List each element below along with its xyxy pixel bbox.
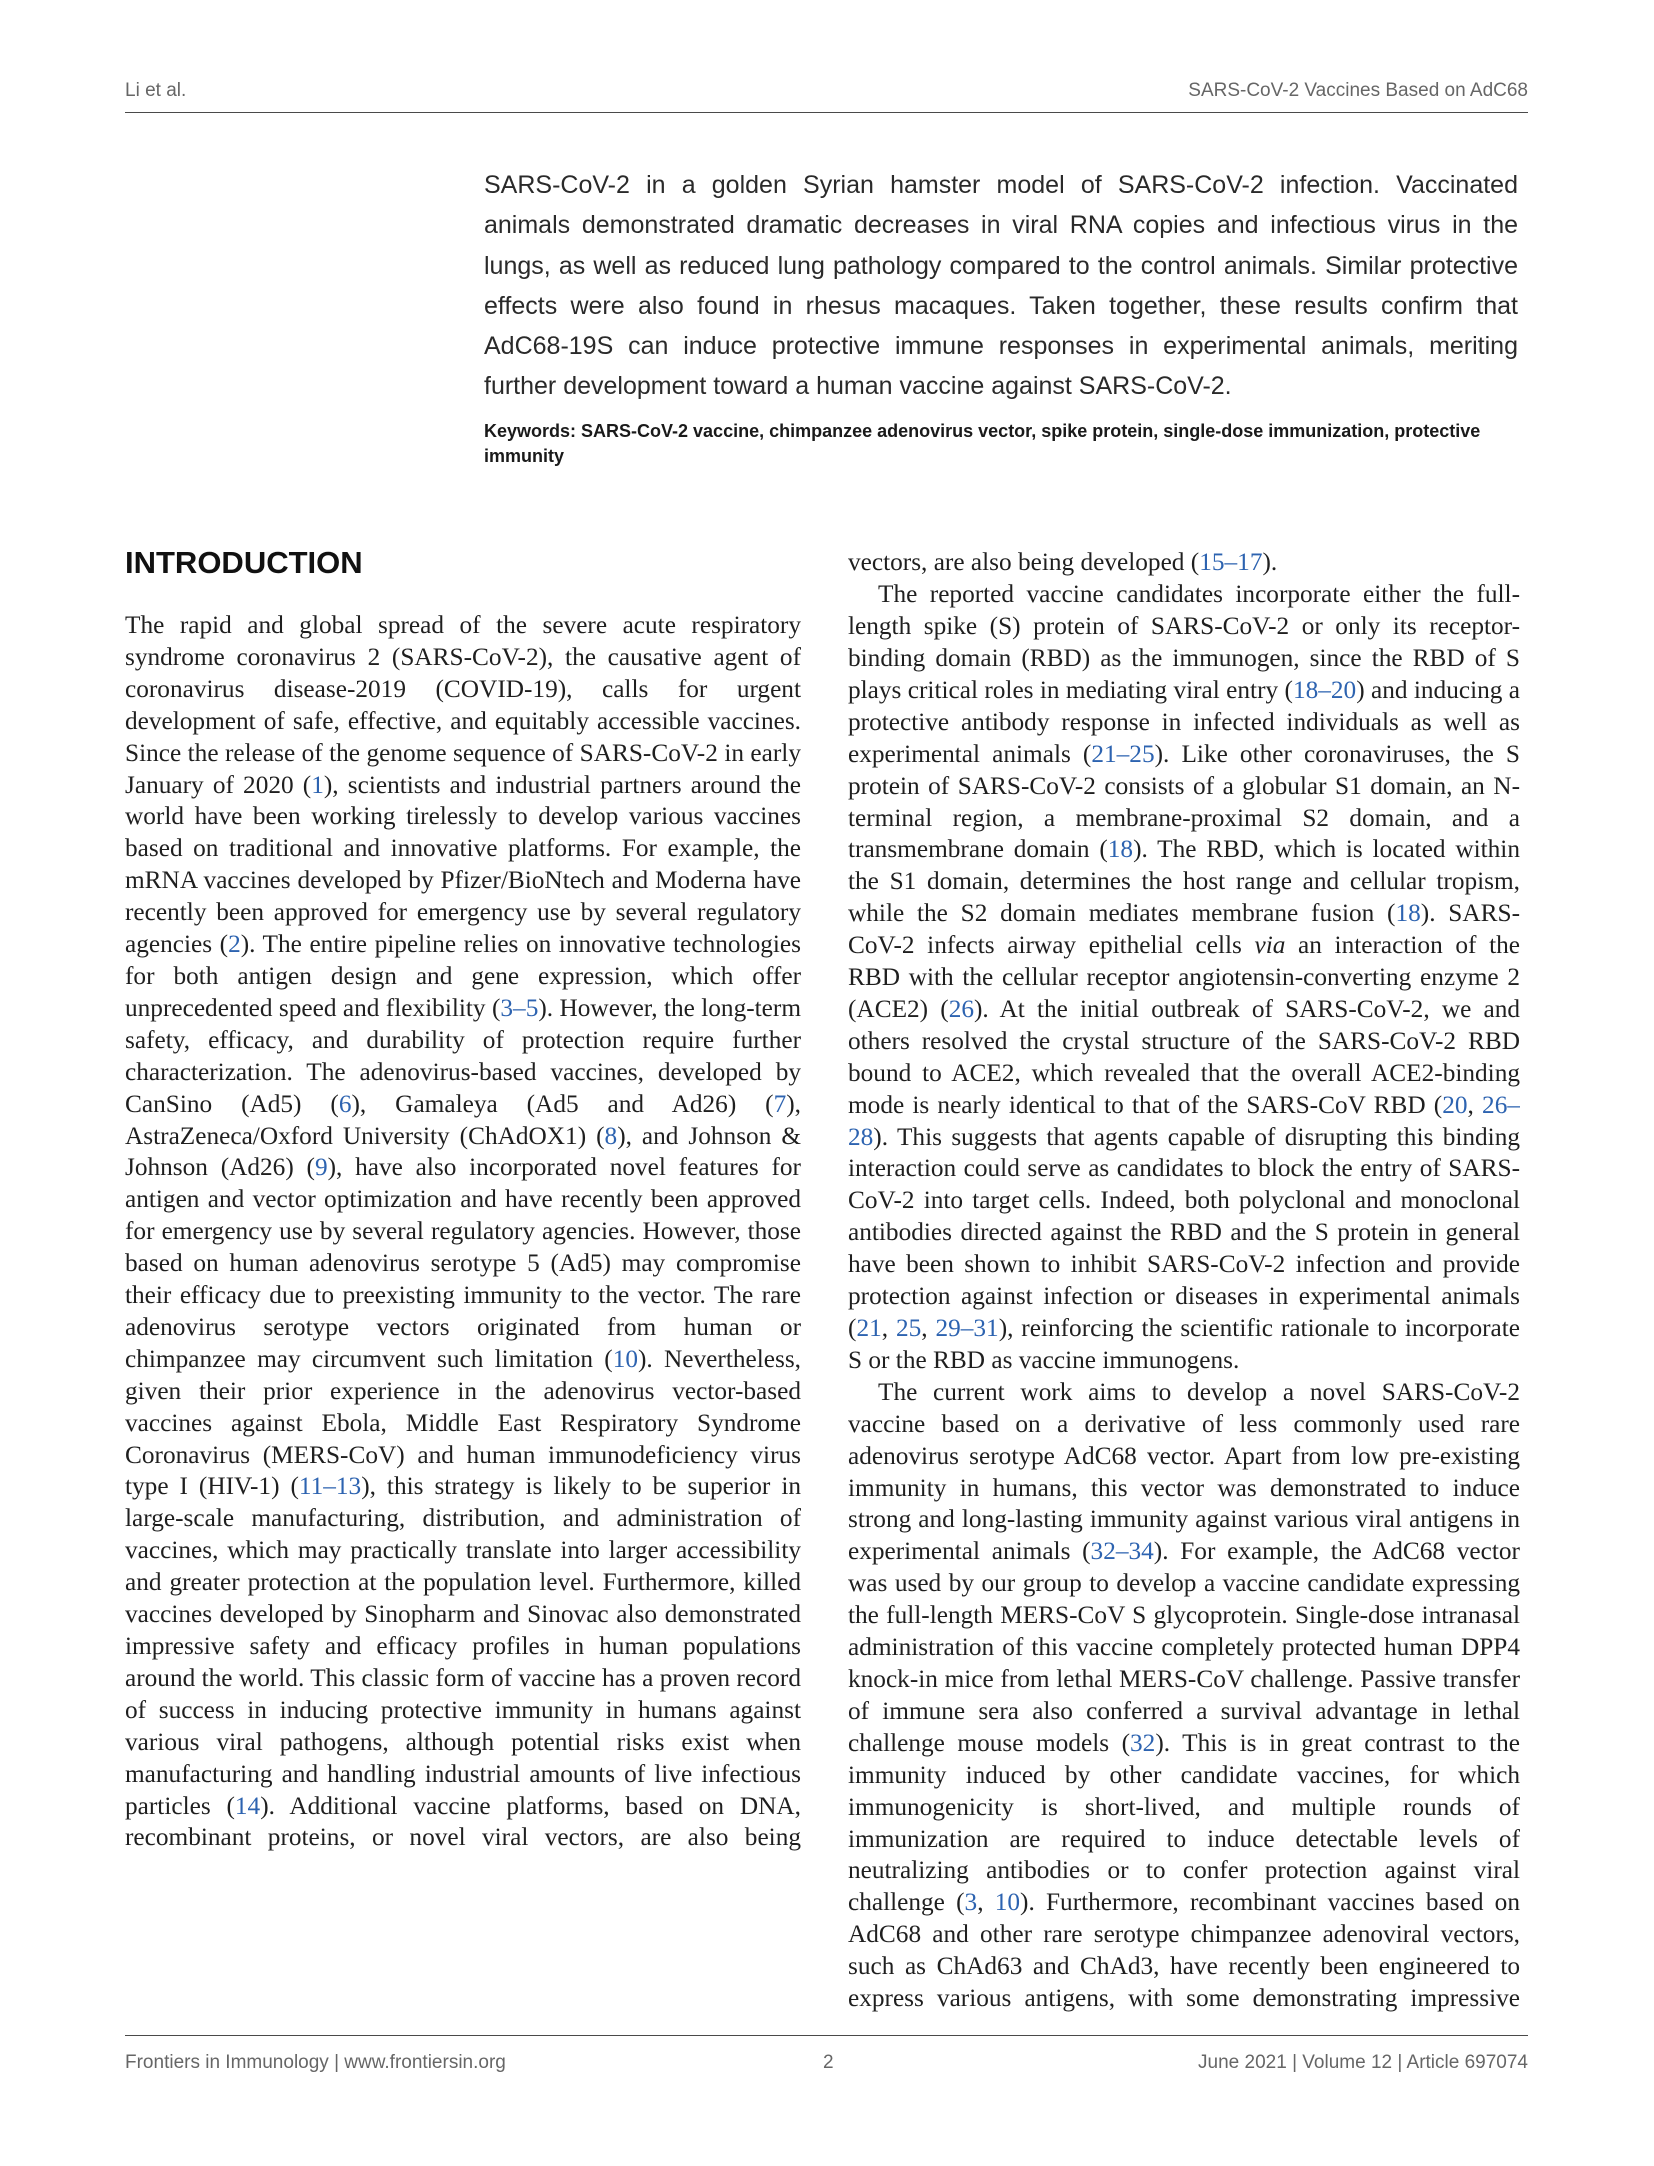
citation-link[interactable]: 25 <box>895 1314 922 1342</box>
body-column-left <box>125 610 801 1854</box>
column-flow <box>848 547 1520 2014</box>
citation-link[interactable]: 32 <box>1130 1728 1156 1757</box>
citation-link[interactable]: 29–31 <box>935 1314 999 1342</box>
citation-link[interactable]: 20 <box>1442 1090 1468 1119</box>
italic-text: via <box>1254 931 1286 960</box>
citation-link[interactable]: 2 <box>228 930 241 959</box>
paragraph: The reported vaccine candidates incorporate either the full-length spike (S) protein of SARS-CoV-2 or only its receptor-binding domain (RBD) as the immunogen, since the RBD of S plays critical roles in mediating viral entry (18–20) and inducing a protective antibody response in infected individuals as well as experimental animals (21–25). Like other coronaviruses, the S protein of SARS-CoV-2 consists of a globular S1 domain, an N-terminal region, a membrane-proximal S2 domain, and a transmembrane domain (18). The RBD, which is located within the S1 domain, determines the host range and cellular tropism, while the S2 domain mediates membrane fusion (18). SARS-CoV-2 infects airway epithelial cells via an interaction of the RBD with the cellular receptor angiotensin-converting enzyme 2 (ACE2) (26). At the initial outbreak of SARS-CoV-2, we and others resolved the crystal structure of the SARS-CoV-2 RBD bound to ACE2, which revealed that the overall ACE2-binding mode is nearly identical to that of the SARS-CoV RBD (20, 26–28). This suggests that agents capable of disrupting this binding interaction could serve as candidates to block the entry of SARS-CoV-2 into target cells. Indeed, both polyclonal and monoclonal antibodies directed against the RBD and the S protein in general have been shown to inhibit SARS-CoV-2 infection and provide protection against infection or diseases in experimental animals (21, 25, 29–31), reinforcing the scientific rationale to incorporate S or the RBD as vaccine immunogens. <box>848 580 1520 1374</box>
citation-link[interactable]: 14 <box>234 1791 261 1820</box>
citation-link[interactable]: 6 <box>338 1089 352 1118</box>
column-flow <box>125 610 801 1854</box>
citation-link[interactable]: 26 <box>948 994 974 1023</box>
paragraph: vectors, are also being developed (15–17). <box>848 548 1278 577</box>
citation-link[interactable]: 9 <box>314 1153 328 1182</box>
body-column-right <box>848 547 1520 2014</box>
page-number: 2 <box>823 2052 834 2073</box>
citation-link[interactable]: 1 <box>311 770 324 799</box>
citation-link[interactable]: 21–25 <box>1091 739 1155 768</box>
paragraph: The current work aims to develop a novel SARS-CoV-2 vaccine based on a derivative of less commonly used rare adenovirus serotype AdC68 vector. Apart from low pre-existing immunity in humans, this vector was demonstrated to induce strong and long-lasting immunity against various viral antigens in experimental animals (32–34). For example, the AdC68 vector was used by our group to develop a vaccine candidate expressing the full-length MERS-CoV S glycoprotein. Single-dose intranasal administration of this vaccine completely protected human DPP4 knock-in mice from lethal MERS-CoV challenge. Passive transfer of immune sera also conferred a survival advantage in lethal challenge mouse models (32). This is in great contrast to the immunity induced by other candidate vaccines, for which immunogenicity is short-lived, and multiple rounds of immunization are required to induce detectable levels of neutralizing antibodies or to confer protection against viral challenge (3, 10). Furthermore, recombinant vaccines based on AdC68 and other rare serotype chimpanzee adenoviral vectors, such as ChAd63 and ChAd3, have recently been engineered to express various antigens, with some demonstrating impressive <box>848 1377 1520 2013</box>
citation-link[interactable]: 10 <box>612 1344 638 1373</box>
citation-link[interactable]: 18 <box>1107 835 1134 864</box>
citation-link[interactable]: 3–5 <box>500 993 539 1022</box>
citation-link[interactable]: 11–13 <box>298 1472 362 1501</box>
paragraph: The rapid and global spread of the severe acute respiratory syndrome coronavirus 2 (SARS-CoV-2), the causative agent of coronavirus disease-2019 (COVID-19), calls for urgent development of safe, effective, and equitably accessible vaccines. Since the release of the genome sequence of SARS-CoV-2 in early January of 2020 (1), scientists and industrial partners around the world have been working tirelessly to develop various vaccines based on traditional and innovative platforms. For example, the mRNA vaccines developed by Pfizer/BioNtech and Moderna have recently been approved for emergency use by several regulatory agencies (2). The entire pipeline relies on innovative technologies for both antigen design and gene expression, which offer unprecedented speed and flexibility (3–5). However, the long-term safety, efficacy, and durability of protection require further characterization. The adenovirus-based vaccines, developed by CanSino (Ad5) (6), Gamaleya (Ad5 and Ad26) (7), AstraZeneca/Oxford University (ChAdOX1) (8), and Johnson & Johnson (Ad26) (9), have also incorporated novel features for antigen and vector optimization and have recently been approved for emergency use by several regulatory agencies. However, those based on human adenovirus serotype 5 (Ad5) may compromise their efficacy due to preexisting immunity to the vector. The rare adenovirus serotype vectors originated from human or chimpanzee may circumvent such limitation (10). Nevertheless, given their prior experience in the adenovirus vector-based vaccines against Ebola, Middle East Respiratory Syndrome Coronavirus (MERS-CoV) and human immunodeficiency virus type I (HIV-1) (11–13), this strategy is likely to be superior in large-scale manufacturing, distribution, and administration of vaccines, which may practically translate into larger accessibility and greater protection at the population level. Furthermore, killed vaccines developed by Sinopharm and Sinovac also demonstrated impressive safety and efficacy profiles in human populations around the world. This classic form of vaccine has a proven record of success in inducing protective immunity in humans against various viral pathogens, although potential risks exist when manufacturing and handling industrial amounts of live infectious particles (14). Additional vaccine platforms, based on DNA, recombinant proteins, or novel viral vectors, are also being <box>125 611 801 1852</box>
header-authors: Li et al. <box>125 80 187 101</box>
citation-link[interactable]: 8 <box>604 1121 618 1150</box>
footer-journal: Frontiers in Immunology | www.frontiersin.org <box>125 2052 506 2073</box>
citation-link[interactable]: 15–17 <box>1199 548 1263 577</box>
abstract-continuation: SARS-CoV-2 in a golden Syrian hamster model of SARS-CoV-2 infection. Vaccinated animals demonstrated dramatic decreases in viral RNA copies and infectious virus in the lungs, as well as reduced lung pathology compared to the control animals. Similar protective effects were also found in rhesus macaques. Taken together, these results confirm that AdC68-19S can induce protective immune responses in experimental animals, meriting further development toward a human vaccine against SARS-CoV-2. <box>484 171 1518 401</box>
citation-link[interactable]: 21 <box>856 1314 882 1342</box>
citation-link[interactable]: 18–20 <box>1292 675 1357 704</box>
citation-link[interactable]: 32–34 <box>1090 1537 1154 1566</box>
citation-link[interactable]: 3 <box>964 1888 978 1917</box>
header-short-title: SARS-CoV-2 Vaccines Based on AdC68 <box>1188 80 1528 101</box>
page-footer <box>125 2052 1528 2074</box>
citation-link[interactable]: 7 <box>773 1089 787 1118</box>
citation-link[interactable]: 18 <box>1395 899 1421 928</box>
citation-link[interactable]: 10 <box>994 1888 1021 1917</box>
footer-rule <box>125 2035 1528 2036</box>
keywords: Keywords: SARS-CoV-2 vaccine, chimpanzee adenovirus vector, spike protein, single-dose immunization, protective immunity <box>484 421 1481 466</box>
header-rule <box>125 112 1528 113</box>
footer-issue: June 2021 | Volume 12 | Article 697074 <box>1198 2052 1528 2073</box>
citation-link[interactable]: 26–28 <box>848 1090 1520 1151</box>
running-header <box>125 80 1528 102</box>
section-heading-introduction: INTRODUCTION <box>125 545 363 580</box>
